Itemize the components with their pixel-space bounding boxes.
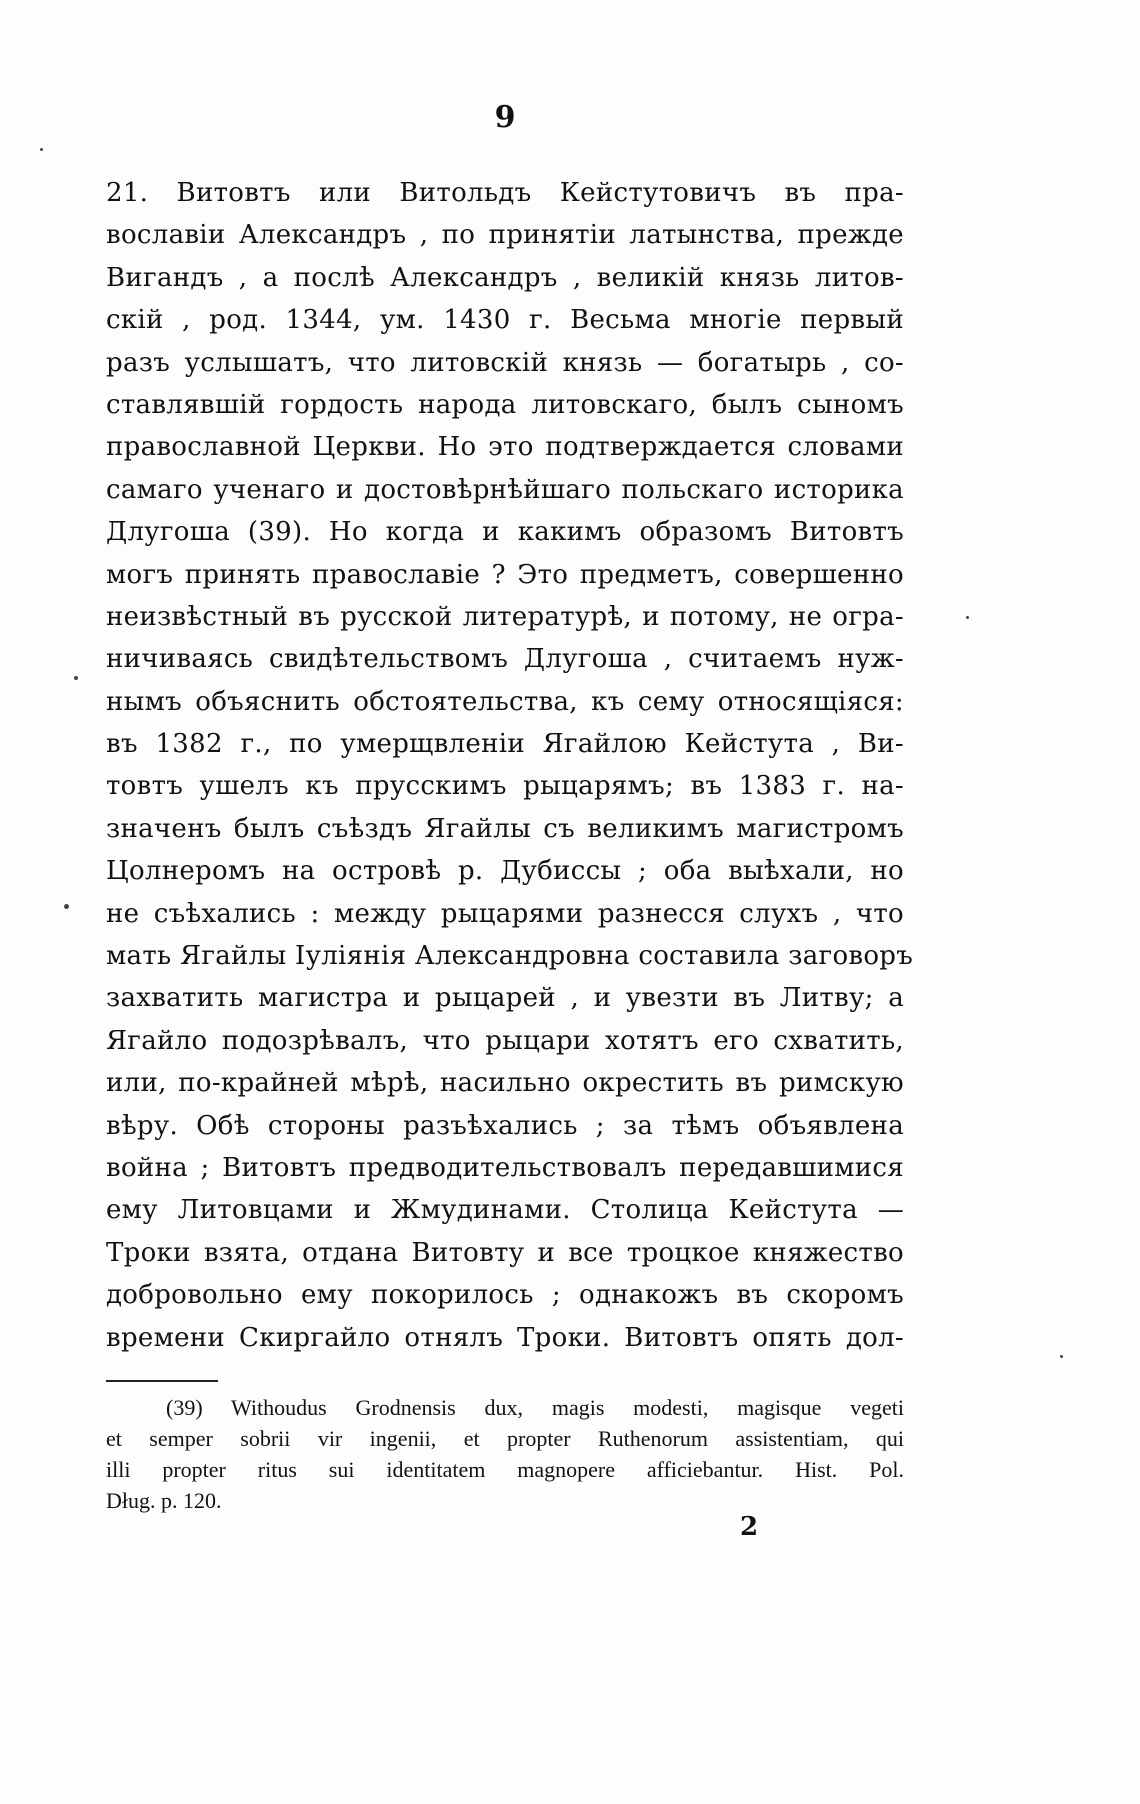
text-line: въ 1382 г., по умерщвленіи Ягайлою Кейстута , Ви- bbox=[106, 729, 904, 760]
text-line: времени Скиргайло отнялъ Троки. Витовтъ опять дол- bbox=[106, 1322, 904, 1353]
text-line: нымъ объяснить обстоятельства, къ сему относящіяся: bbox=[106, 686, 904, 717]
text-line: самаго ученаго и достовѣрнѣйшаго польскаго историка bbox=[106, 474, 904, 505]
text-line: Длугоша (39). Но когда и какимъ образомъ Витовтъ bbox=[106, 517, 904, 548]
text-line: мать Ягайлы Іуліянія Александровна составила заговоръ bbox=[106, 941, 914, 972]
text-line: Ягайло подозрѣвалъ, что рыцари хотятъ его схватить, bbox=[106, 1025, 904, 1056]
text-line: или, по-крайней мѣрѣ, насильно окрестить въ римскую bbox=[106, 1068, 904, 1099]
signature-mark: 2 bbox=[740, 1512, 759, 1542]
text-line: разъ услышатъ, что литовскій князь — богатырь , со- bbox=[106, 347, 904, 378]
text-line: неизвѣстный въ русской литературѣ, и потому, не огра- bbox=[106, 601, 904, 632]
text-line: могъ принять православіе ? Это предметъ, совершенно bbox=[106, 559, 904, 590]
text-line: Цолнеромъ на островѣ р. Дубиссы ; оба выѣхали, но bbox=[106, 856, 904, 887]
print-speck bbox=[1060, 1355, 1063, 1358]
footnote-divider bbox=[106, 1380, 218, 1382]
text-line: Вигандъ , а послѣ Александръ , великій князь литов- bbox=[106, 262, 904, 293]
text-line: война ; Витовтъ предводительствовалъ передавшимися bbox=[106, 1152, 904, 1183]
text-line: православной Церкви. Но это подтверждается словами bbox=[106, 432, 904, 463]
footnote-line: Dług. p. 120. bbox=[106, 1488, 222, 1513]
text-line: товтъ ушелъ къ прусскимъ рыцарямъ; въ 1383 г. на- bbox=[106, 771, 904, 802]
text-line: ставлявшій гордость народа литовскаго, былъ сыномъ bbox=[106, 389, 904, 420]
text-line: не съѣхались : между рыцарями разнесся слухъ , что bbox=[106, 898, 904, 929]
page-number: 9 bbox=[494, 100, 516, 135]
text-line: ничиваясь свидѣтельствомъ Длугоша , считаемъ нуж- bbox=[106, 644, 904, 675]
text-line: скій , род. 1344, ум. 1430 г. Весьма многіе первый bbox=[106, 305, 904, 336]
text-line: добровольно ему покорилось ; однакожъ въ скоромъ bbox=[106, 1280, 904, 1311]
print-speck bbox=[966, 616, 969, 619]
text-line: 21. Витовтъ или Витольдъ Кейстутовичъ въ пра- bbox=[106, 178, 904, 208]
text-line: захватить магистра и рыцарей , и увезти въ Литву; а bbox=[106, 983, 904, 1014]
print-speck bbox=[74, 676, 78, 680]
print-speck bbox=[64, 904, 69, 909]
footnotes bbox=[106, 1392, 904, 1516]
footnote-line: et semper sobrii vir ingenii, et propter Ruthenorum assistentiam, qui bbox=[106, 1426, 904, 1451]
footnote-line: illi propter ritus sui identitatem magnopere afficiebantur. Hist. Pol. bbox=[106, 1457, 904, 1482]
text-line: Троки взята, отдана Витовту и все троцкое княжество bbox=[106, 1237, 904, 1268]
text-line: значенъ былъ съѣздъ Ягайлы съ великимъ магистромъ bbox=[106, 813, 904, 844]
text-line: вѣру. Обѣ стороны разъѣхались ; за тѣмъ объявлена bbox=[106, 1110, 904, 1141]
print-speck bbox=[40, 148, 43, 151]
footnote-line: (39) Withoudus Grodnensis dux, magis modesti, magisque vegeti bbox=[166, 1395, 904, 1420]
text-line: вославіи Александръ , по принятіи латынства, прежде bbox=[106, 220, 904, 251]
body-text bbox=[106, 172, 914, 1359]
text-line: ему Литовцами и Жмудинами. Столица Кейстута — bbox=[106, 1195, 904, 1226]
